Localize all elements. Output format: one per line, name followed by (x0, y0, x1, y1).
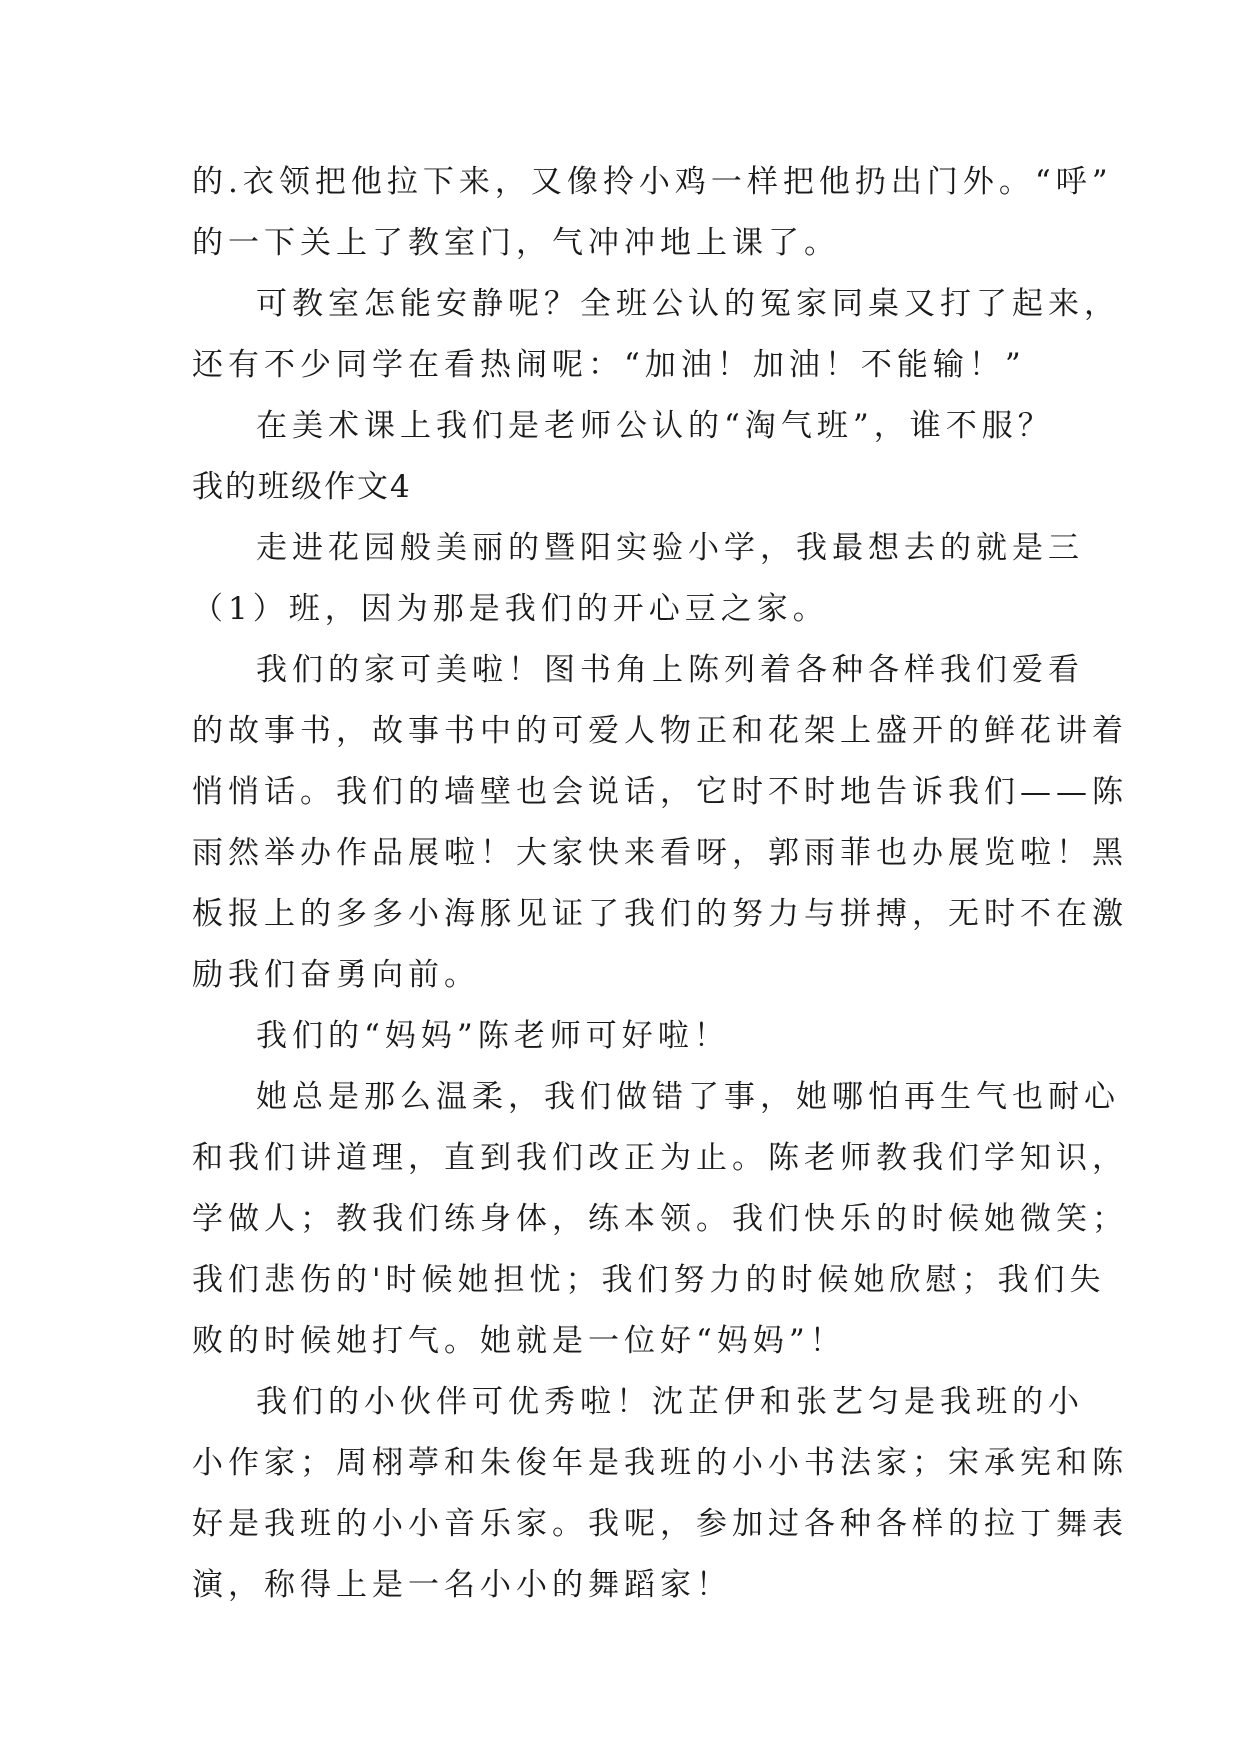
paragraph-start-line: 我们的家可美啦！图书角上陈列着各种各样我们爱看 (256, 652, 1084, 688)
text-line: 我们悲伤的'时候她担忧；我们努力的时候她欣慰；我们失 (192, 1262, 1106, 1298)
text-line: 学做人；教我们练身体，练本领。我们快乐的时候她微笑； (192, 1201, 1128, 1237)
paragraph-start-line: 我们的“妈妈”陈老师可好啦！ (256, 1018, 730, 1054)
text-line: 演，称得上是一名小小的舞蹈家！ (192, 1567, 732, 1603)
paragraph-start-line: 在美术课上我们是老师公认的“淘气班”，谁不服？ (256, 408, 1054, 444)
paragraph-start-line: 我们的小伙伴可优秀啦！沈芷伊和张艺匀是我班的小 (256, 1384, 1084, 1420)
paragraph-start-line: 可教室怎能安静呢？全班公认的冤家同桌又打了起来， (256, 286, 1120, 322)
text-line: 雨然举办作品展啦！大家快来看呀，郭雨菲也办展览啦！黑 (192, 835, 1128, 871)
text-line: （1）班，因为那是我们的开心豆之家。 (192, 591, 829, 627)
document-page (192, 152, 1128, 1616)
text-line: 和我们讲道理，直到我们改正为止。陈老师教我们学知识， (192, 1140, 1128, 1176)
text-line: 板报上的多多小海豚见证了我们的努力与拼搏，无时不在激 (192, 896, 1128, 932)
text-line: 的故事书，故事书中的可爱人物正和花架上盛开的鲜花讲着 (192, 713, 1128, 749)
section-title: 我的班级作文4 (192, 469, 412, 505)
paragraph-start-line: 她总是那么温柔，我们做错了事，她哪怕再生气也耐心 (256, 1079, 1120, 1115)
text-line: 悄悄话。我们的墙壁也会说话，它时不时地告诉我们——陈 (192, 774, 1128, 810)
text-line: 好是我班的小小音乐家。我呢，参加过各种各样的拉丁舞表 (192, 1506, 1128, 1542)
text-line: 励我们奋勇向前。 (192, 957, 480, 993)
paragraph-start-line: 走进花园般美丽的暨阳实验小学，我最想去的就是三 (256, 530, 1084, 566)
text-line: 的一下关上了教室门，气冲冲地上课了。 (192, 225, 840, 261)
text-line: 败的时候她打气。她就是一位好“妈妈”！ (192, 1323, 846, 1359)
text-line: 小作家；周栩葶和朱俊年是我班的小小书法家；宋承宪和陈 (192, 1445, 1128, 1481)
text-line: 还有不少同学在看热闹呢：“加油！加油！不能输！” (192, 347, 1026, 383)
text-line: 的.衣领把他拉下来，又像拎小鸡一样把他扔出门外。“呼” (192, 164, 1113, 200)
